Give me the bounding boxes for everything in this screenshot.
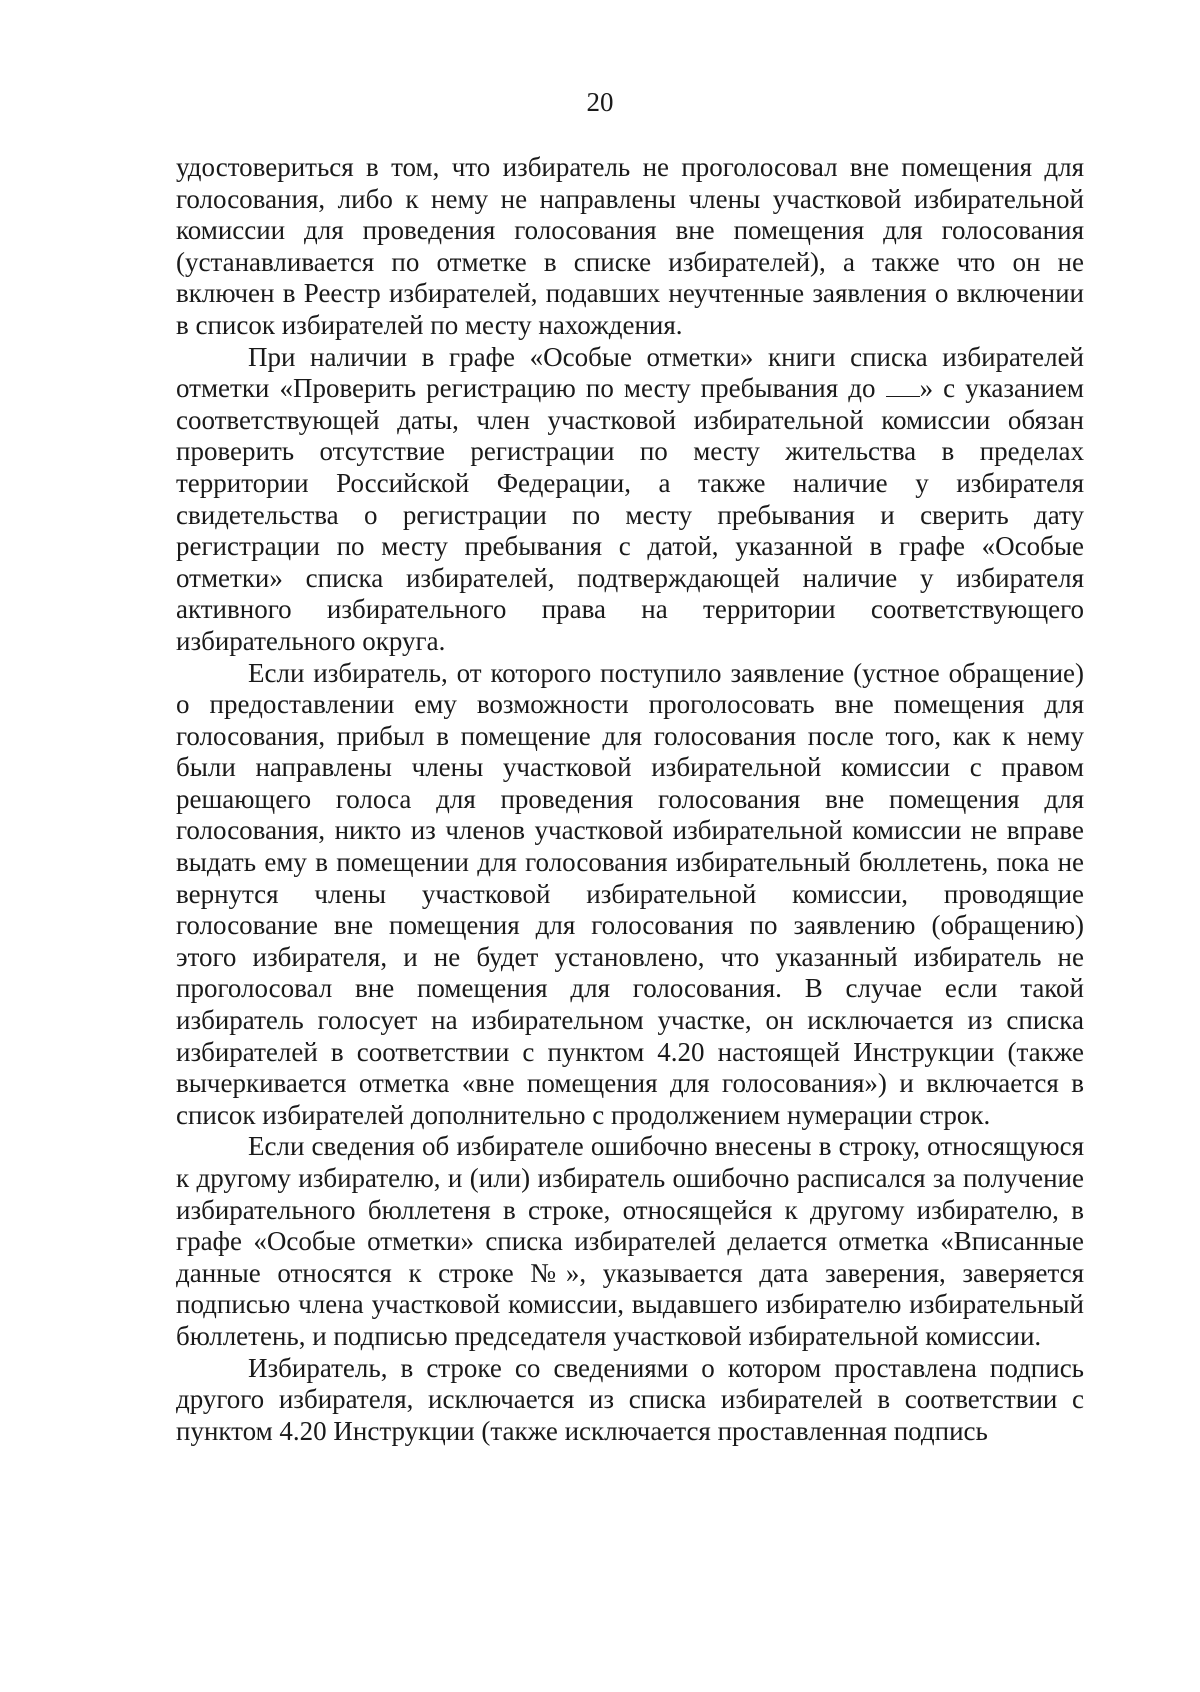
date-blank-line (886, 376, 920, 397)
paragraph-other-signature: Избиратель, в строке со сведениями о котором проставлена подпись другого избирателя, исключается из списка избирателей в соответствии с пунктом 4.20 Инструкции (также исключается проставленная подпись (176, 1352, 1084, 1446)
paragraph-registration-lead: При наличии в графе «Особые отметки» книги списка избирателей отметки «Проверить регистрацию по месту пребывания до (176, 341, 1084, 404)
page-number: 20 (586, 87, 614, 117)
paragraph-registration-quote-close: » (919, 373, 934, 404)
paragraph-erroneous-entry: Если сведения об избирателе ошибочно внесены в строку, относящуюся к другому избирателю, и (или) избиратель ошибочно расписался за получение избирательного бюллетеня в строке, относящейся к другому избирателю, в графе «Особые отметки» списка избирателей делается отметка «Вписанные данные относятся к строке №», указывается дата заверения, заверяется подписью члена участковой комиссии, выдавшего избирателю избирательный бюллетень, и подписью председателя участковой избирательной комиссии. (176, 1131, 1084, 1351)
paragraph-registration-rest: с указанием соответствующей даты, член участковой избирательной комиссии обязан проверить отсутствие регистрации по месту жительства в пределах территории Российской Федерации, а также наличие у избирателя свидетельства о регистрации по месту пребывания и сверить дату регистрации по месту пребывания с датой, указанной в графе «Особые отметки» списка избирателей, подтверждающей наличие у избирателя активного избирательного права на территории соответствующего избирательного округа. (176, 373, 1084, 656)
paragraph-continuation: удостовериться в том, что избиратель не проголосовал вне помещения для голосования, либо к нему не направлены члены участковой избирательной комиссии для проведения голосования вне помещения для голосования (устанавливается по отметке в списке избирателей), а также что он не включен в Реестр избирателей, подавших неучтенные заявления о включении в список избирателей по месту нахождения. (176, 152, 1084, 340)
paragraph-voter-arrived: Если избиратель, от которого поступило заявление (устное обращение) о предоставлении ему возможности проголосовать вне помещения для голосования, прибыл в помещение для голосования после того, как к нему были направлены члены участковой избирательной комиссии с правом решающего голоса для проведения голосования вне помещения для голосования, никто из членов участковой избирательной комиссии не вправе выдать ему в помещении для голосования избирательный бюллетень, пока не вернутся члены участковой избирательной комиссии, проводящие голосование вне помещения для голосования по заявлению (обращению) этого избирателя, и не будет установлено, что указанный избиратель не проголосовал вне помещения для голосования. В случае если такой избиратель голосует на избирательном участке, он исключается из списка избирателей в соответствии с пунктом 4.20 настоящей Инструкции (также вычеркивается отметка «вне помещения для голосования») и включается в список избирателей дополнительно с продолжением нумерации строк. (176, 657, 1084, 1130)
paragraph-registration-check (176, 342, 1084, 658)
document-body (176, 152, 1084, 1447)
